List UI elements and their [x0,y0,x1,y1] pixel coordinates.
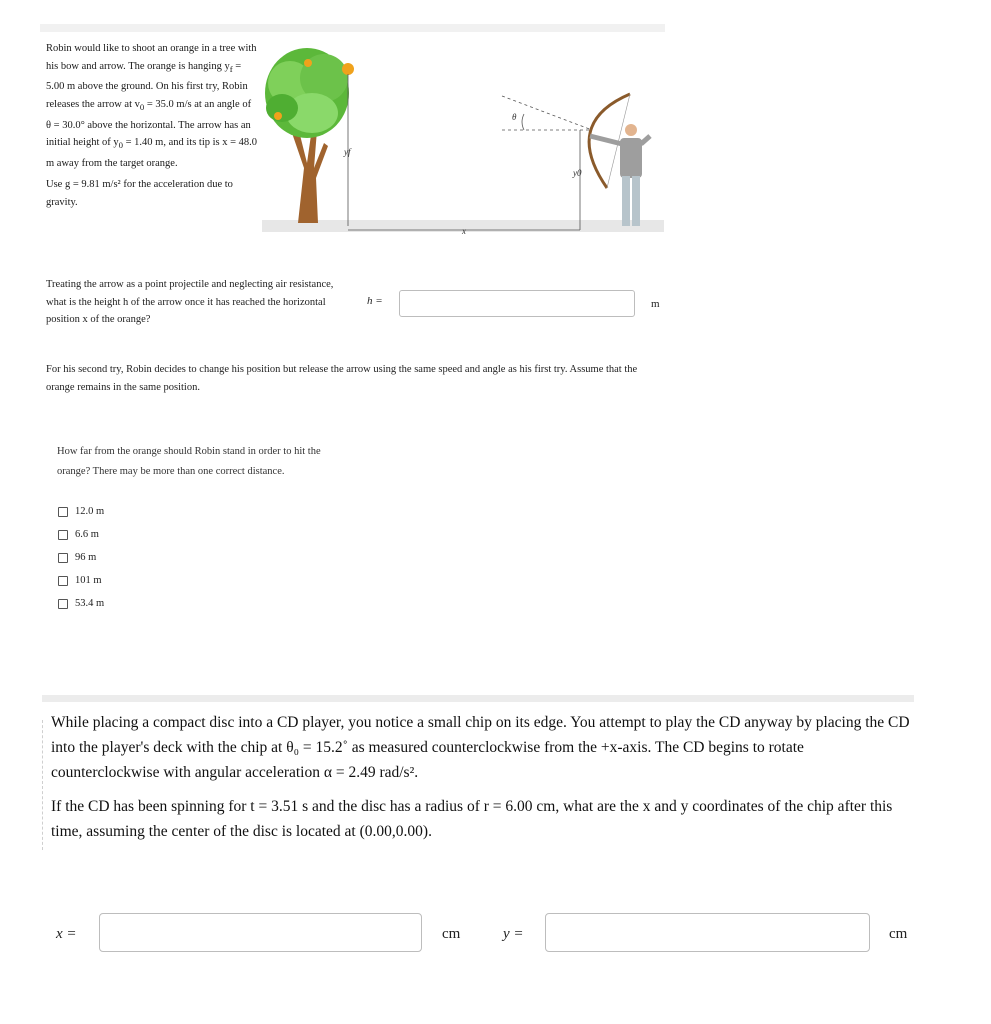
angle-arc [522,114,524,130]
orange-fruit [342,63,354,75]
option-label: 53.4 m [75,598,105,609]
problem2-para2: If the CD has been spinning for t = 3.51 s and the disc has a radius of r = 6.00 cm, what are the x and y coordinates of the chip after this time, assuming the center of the disc is located at (0.00,0.00). [51,798,893,840]
option-item[interactable] [58,500,104,523]
option-item[interactable] [58,592,104,615]
problem1-statement: Robin would like to shoot an orange in a tree with his bow and arrow. The orange is hanging $y_f = 5.00$ m above the ground. On his first try, Robin releases the arrow at $v_0 = 35.0$ m/s at an angle of θ = 30.0° above the horizontal. The arrow has an initial height of $y_0 = 1.40$ m, and its tip is x = 48.0 m away from the target orange. [46,43,258,169]
option-item[interactable] [58,569,104,592]
option-checkbox[interactable] [58,599,68,609]
option-item[interactable] [58,523,104,546]
problem2-text [51,710,916,853]
x-label: x = [56,926,77,942]
orange-fruit [274,112,282,120]
y-answer-input[interactable] [545,913,870,952]
tree-trunk [292,128,328,223]
distance-options [58,500,104,615]
option-label: 101 m [75,575,102,586]
yf-label: yf [344,147,351,157]
gravity-note: Use g = 9.81 m/s² for the acceleration due to gravity. [46,179,233,209]
option-checkbox[interactable] [58,553,68,563]
question2-text: How far from the orange should Robin stand in order to hit the orange? There may be more than one correct distance. [57,446,321,477]
question1-text: Treating the arrow as a point projectile and neglecting air resistance, what is the height h of the arrow once it has reached the horizontal position x of the orange? [46,279,334,325]
option-label: 6.6 m [75,529,99,540]
section-divider [42,695,914,702]
x-label: x [462,226,466,236]
option-item[interactable] [58,546,104,569]
x-answer-input[interactable] [99,913,422,952]
theta-label: θ [512,112,517,122]
orange-fruit [304,59,312,67]
y-unit: cm [889,926,908,942]
section-divider [40,24,665,32]
second-try-text: For his second try, Robin decides to change his position but release the arrow using the same speed and angle as his first try. Assume that the orange remains in the same position. [46,364,638,393]
option-label: 12.0 m [75,506,105,517]
problem2-margin-line [42,720,43,850]
option-checkbox[interactable] [58,507,68,517]
x-unit: cm [442,926,461,942]
h-unit: m [651,298,660,310]
y0-label: y0 [573,168,582,178]
problem2-para1: While placing a compact disc into a CD player, you notice a small chip on its edge. You attempt to play the CD anyway by placing the CD into the player's deck with the chip at θ₀ = 15.2˚ as measured counterclockwise from the +x-axis. The CD begins to rotate counterclockwise with angular acceleration α = 2.49 rad/s². [51,714,910,781]
y-label: y = [503,926,524,942]
problem1-intro [46,40,258,216]
option-checkbox[interactable] [58,576,68,586]
h-answer-input[interactable] [399,290,635,317]
option-checkbox[interactable] [58,530,68,540]
h-label: h = [367,295,383,307]
option-label: 96 m [75,552,97,563]
tree-archer-figure [262,38,664,238]
